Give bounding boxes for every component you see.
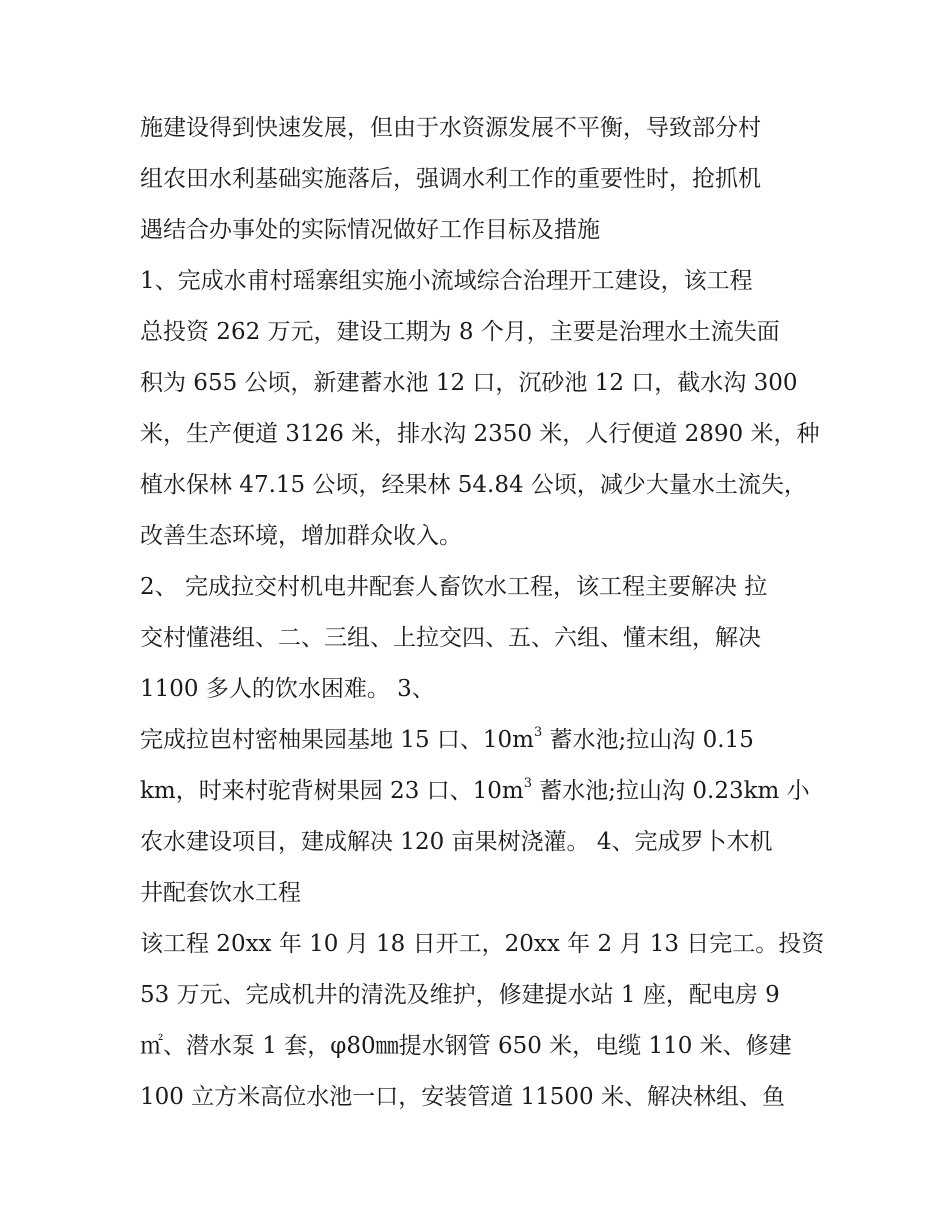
text-line-15: 农水建设项目，建成解决 120 亩果树浇灌。 4、完成罗卜木机 xyxy=(140,829,773,855)
text-line-3: 遇结合办事处的实际情况做好工作目标及措施 xyxy=(140,217,600,243)
superscript-cubic: 3 xyxy=(523,776,532,791)
text-line-14 xyxy=(140,766,820,817)
text-line-5: 总投资 262 万元，建设工期为 8 个月，主要是治理水土流失面 xyxy=(140,319,780,345)
text-line-4: 1、完成水甫村瑶寨组实施小流域综合治理开工建设，该工程 xyxy=(140,268,753,294)
text-line-16: 井配套饮水工程 xyxy=(140,880,301,906)
text-line-14-after: 蓄水池;拉山沟 0.23km 小 xyxy=(532,778,810,804)
text-line-18: 53 万元、完成机井的清洗及维护，修建提水站 1 座，配电房 9 xyxy=(140,982,780,1008)
text-line-7: 米，生产便道 3126 米，排水沟 2350 米，人行便道 2890 米，种 xyxy=(140,421,820,447)
text-line-17: 该工程 20xx 年 10 月 18 日开工，20xx 年 2 月 13 日完工。投资 xyxy=(140,931,825,957)
text-line-12: 1100 多人的饮水困难。 3、 xyxy=(140,676,435,702)
text-line-20: 100 立方米高位水池一口，安装管道 11500 米、解决林组、鱼 xyxy=(140,1084,785,1110)
text-line-10: 2、 完成拉交村机电井配套人畜饮水工程，该工程主要解决 拉 xyxy=(140,574,768,600)
text-line-1: 施建设得到快速发展，但由于水资源发展不平衡，导致部分村 xyxy=(140,115,761,141)
text-line-13-before: 完成拉岜村密柚果园基地 15 口、10m xyxy=(140,727,534,753)
text-line-2: 组农田水利基础实施落后，强调水利工作的重要性时，抢抓机 xyxy=(140,166,761,192)
text-line-14-before: km，时来村驼背树果园 23 口、10m xyxy=(140,778,524,804)
text-line-13-after: 蓄水池;拉山沟 0.15 xyxy=(542,727,754,753)
superscript-cubic: 3 xyxy=(533,725,543,740)
document-body xyxy=(140,103,825,1123)
text-line-19: ㎡、潜水泵 1 套，φ80㎜提水钢管 650 米，电缆 110 米、修建 xyxy=(140,1033,792,1059)
text-line-9: 改善生态环境，增加群众收入。 xyxy=(140,523,462,549)
text-line-13 xyxy=(140,715,820,766)
text-line-11: 交村懂港组、二、三组、上拉交四、五、六组、懂末组，解决 xyxy=(140,625,761,651)
text-line-8: 植水保林 47.15 公顷，经果林 54.84 公顷，减少大量水土流失， xyxy=(140,472,807,498)
text-line-6: 积为 655 公顷，新建蓄水池 12 口，沉砂池 12 口，截水沟 300 xyxy=(140,370,798,396)
